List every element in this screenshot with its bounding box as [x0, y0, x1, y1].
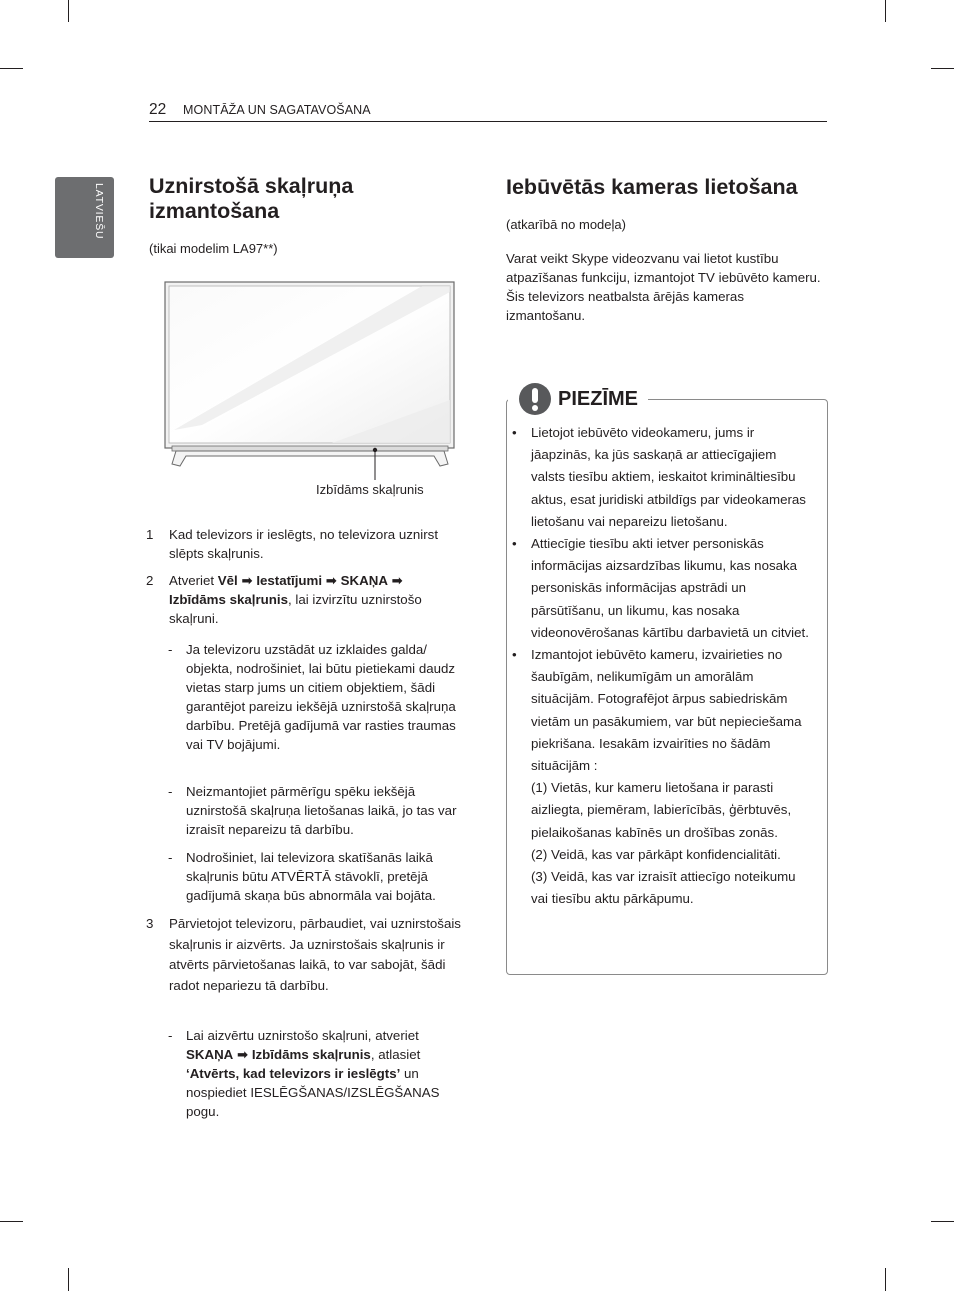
header-rule — [149, 121, 827, 122]
heading-line-1: Uznirstošā skaļruņa — [149, 174, 354, 198]
item-text: Pārvietojot televizoru, pārbaudiet, vai uznirstošais skaļrunis ir aizvērts. Ja uznirstošais skaļrunis ir atvērts pārvietošanas laikā, to var sabojāt, šādi radot nepariezu tā darbību. — [169, 916, 461, 993]
note-list — [512, 422, 814, 910]
page-number: 22 — [149, 101, 167, 118]
crop-mark — [68, 0, 69, 22]
sub-item-text: Lai aizvērtu uznirstošo skaļruni, atveriet SKAŅA ➡ Izbīdāms skaļrunis, atlasiet ‘Atvērts, kad televizors ir ieslēgts’ un nospiediet IESLĒGŠANAS/IZSLĒGŠANAS pogu. — [186, 1028, 440, 1119]
language-tab — [55, 177, 114, 258]
exclamation-icon — [519, 383, 551, 415]
camera-paragraph: Varat veikt Skype videozvanu vai lietot kustību atpazīšanas funkciju, izmantojot TV iebūvēto kameru. Šis televizors neatbalsta ārējās kameras izmantošanu. — [506, 251, 821, 323]
crop-mark — [931, 68, 954, 69]
note-item — [512, 422, 814, 533]
crop-mark — [0, 68, 23, 69]
sub-item-text: Nodrošiniet, lai televizora skatīšanās laikā skaļrunis būtu ATVĒRTĀ stāvoklī, pretējā gadījumā skaņa būs abnormāla vai bojāta. — [186, 850, 436, 903]
dash: - — [168, 784, 173, 799]
crop-mark — [885, 1268, 886, 1291]
dash: - — [168, 850, 173, 865]
item-text: Atveriet Vēl ➡ Iestatījumi ➡ SKAŅA ➡ Izbīdāms skaļrunis, lai izvirzītu uznirstošo skaļruni. — [169, 573, 422, 626]
speaker-callout-dot — [373, 448, 377, 452]
model-note: (atkarībā no modeļa) — [506, 217, 626, 232]
sub-item-text: Ja televizoru uzstādāt uz izklaides galda/ objekta, nodrošiniet, lai būtu pietiekami daudz vietas starp jums un citiem objektiem, šādi garantējot pareizu iekšējā uznirstošā skaļruņa darbību. Pretējā gadījumā var rasties traumas vai TV bojājumi. — [186, 642, 456, 752]
tv-speaker-illustration — [162, 280, 458, 480]
sub-item-text: Neizmantojiet pārmērīgu spēku iekšējā uznirstošā skaļruņa lietošanas laikā, jo tas var izraisīt nepareizu tā darbību. — [186, 784, 457, 837]
crop-mark — [931, 1221, 954, 1222]
crop-mark — [68, 1268, 69, 1291]
heading-line-2: izmantošana — [149, 199, 280, 223]
item-number: 1 — [146, 527, 154, 542]
situation-2: (2) Veidā, kas var pārkāpt konfidencialitāti. — [531, 846, 781, 862]
popup-speaker — [172, 446, 448, 451]
section-heading-camera: Iebūvētās kameras lietošana — [506, 175, 798, 199]
situation-1: (1) Vietās, kur kameru lietošana ir parasti aizliegta, piemēram, labierīcībās, ģērbtuvēs, pielaikošanas kabīnēs un drošības zonās. — [531, 780, 792, 840]
note-item — [512, 533, 814, 644]
crop-mark — [0, 1221, 23, 1222]
tv-stand — [172, 451, 448, 466]
note-item-text: Lietojot iebūvēto videokameru, jums ir jāapzinās, ka jūs saskaņā ar attiecīgajiem valsts tiesību aktiem, ieskaitot krimināltiesību aktus, esat juridiski atbildīgs par videokameras lietošanu vai nepareizu lietošanu. — [531, 425, 806, 529]
situation-3: (3) Veidā, kas var izraisīt attiecīgo noteikumu vai tiesību aktu pārkāpumu. — [531, 869, 796, 907]
item-number: 3 — [146, 916, 154, 931]
crop-mark — [885, 0, 886, 22]
section-heading-speaker — [149, 174, 469, 224]
note-item-text: Attiecīgie tiesību akti ietver personiskās informācijas aizsardzības likumu, kas nosaka personiskās informācijas apstrādi un pārsūtīšanu, un likumu, kas nosaka videonovērošanas kārtību darbavietā un citviet. — [531, 536, 809, 640]
figure-label: Izbīdāms skaļrunis — [316, 482, 424, 497]
section-title: MONTĀŽA UN SAGATAVOŠANA — [183, 103, 371, 117]
note-item — [512, 644, 814, 910]
item-number: 2 — [146, 573, 154, 588]
note-item-text: Izmantojot iebūvēto kameru, izvairieties no šaubīgām, nelikumīgām un amorālām situācijām. Fotografējot ārpus sabiedriskām vietām un pasākumiem, var būt nepieciešama piekrišana. Iesakām izvairīties no šādām situācijām : — [531, 647, 802, 774]
dash: - — [168, 1028, 173, 1043]
dash: - — [168, 642, 173, 657]
item-text: Kad televizors ir ieslēgts, no televizora uznirst slēpts skaļrunis. — [169, 527, 439, 561]
bullet: • — [512, 647, 517, 663]
model-note: (tikai modelim LA97**) — [149, 241, 278, 256]
bullet: • — [512, 425, 517, 440]
note-title: PIEZĪME — [558, 388, 639, 410]
bullet: • — [512, 536, 517, 552]
language-tab-label: LATVIEŠU — [93, 183, 105, 240]
